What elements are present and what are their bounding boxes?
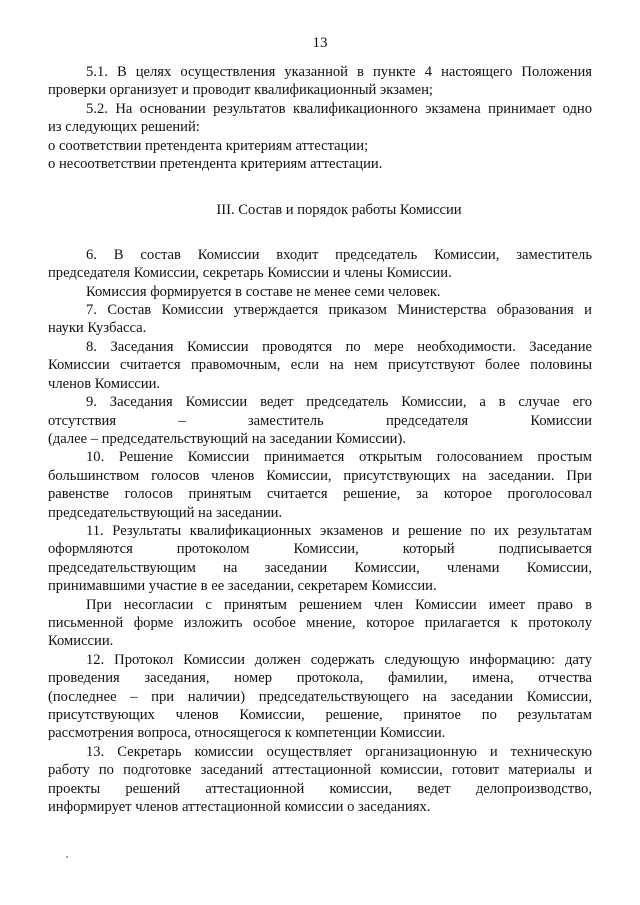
text-line: 6. В состав Комиссии входит председатель Комиссии, заместитель — [86, 246, 592, 263]
text-line: 9. Заседания Комиссии ведет председатель Комиссии, а в случае его — [86, 394, 592, 411]
text-line: из следующих решений: — [48, 119, 200, 136]
section-heading: III. Состав и порядок работы Комиссии — [216, 202, 462, 219]
text-line: 5.2. На основании результатов квалификационного экзамена принимает одно — [86, 100, 592, 117]
paragraph-11 — [48, 522, 592, 596]
text-line: рассмотрения вопроса, относящегося к компетенции Комиссии. — [48, 725, 446, 742]
text-line: письменной форме изложить особое мнение, которое прилагается к протоколу — [48, 614, 592, 631]
text-line: равенстве голосов принятым считается решение, за которое проголосовал — [48, 486, 592, 503]
text-line: проверки организует и проводит квалификационный экзамен; — [48, 82, 433, 99]
text-line: 7. Состав Комиссии утверждается приказом Министерства образования и — [86, 302, 592, 319]
text-line: Комиссии. — [48, 633, 114, 650]
scan-speck — [66, 856, 68, 858]
text-line: (далее – председательствующий на заседании Комиссии). — [48, 430, 407, 447]
paragraph-12 — [48, 651, 592, 743]
paragraph-6 — [48, 246, 592, 283]
text-line: отсутствия – заместитель председателя Комиссии — [48, 412, 592, 429]
text-line: большинством голосов членов Комиссии, присутствующих на заседании. При — [48, 467, 592, 484]
text-line: информирует членов аттестационной комиссии о заседаниях. — [48, 799, 431, 816]
text-line: 10. Решение Комиссии принимается открытым голосованием простым — [86, 449, 592, 466]
text-line: науки Кузбасса. — [48, 320, 147, 337]
text-line: принимавшими участие в ее заседании, секретарем Комиссии. — [48, 578, 437, 595]
decision-option-2 — [48, 155, 592, 173]
document-body — [48, 63, 592, 816]
paragraph-9 — [48, 393, 592, 448]
paragraph-13 — [48, 743, 592, 817]
text-line: проведения заседания, номер протокола, фамилии, имена, отчества — [48, 670, 592, 687]
paragraph-10 — [48, 448, 592, 522]
text-line: председателя Комиссии, секретарь Комиссии и члены Комиссии. — [48, 265, 452, 282]
page-number: 13 — [312, 35, 328, 51]
text-line: о несоответствии претендента критериям аттестации. — [48, 156, 383, 173]
paragraph-8 — [48, 338, 592, 393]
text-line: При несогласии с принятым решением член Комиссии имеет право в — [86, 596, 592, 613]
text-line: 5.1. В целях осуществления указанной в пункте 4 настоящего Положения — [86, 64, 592, 80]
text-line: проекты решений аттестационной комиссии, ведет делопроизводство, — [48, 780, 592, 797]
paragraph-5-1 — [48, 63, 592, 100]
text-line: 11. Результаты квалификационных экзаменов и решение по их результатам — [86, 522, 592, 539]
paragraph-6-commission-size — [86, 283, 592, 301]
text-line: 8. Заседания Комиссии проводятся по мере необходимости. Заседание — [86, 338, 592, 355]
text-line: председательствующим на заседании Комиссии, членами Комиссии, — [48, 559, 592, 576]
text-line: присутствующих членов Комиссии, решение, принятое по результатам — [48, 707, 592, 723]
text-line: членов Комиссии. — [48, 375, 161, 392]
decision-option-1 — [48, 137, 592, 155]
paragraph-11-dissent — [48, 596, 592, 651]
paragraph-7 — [48, 301, 592, 338]
text-line: работу по подготовке заседаний аттестационной комиссии, готовит материалы и — [48, 762, 592, 779]
text-line: о соответствии претендента критериям аттестации; — [48, 137, 369, 154]
text-line: 12. Протокол Комиссии должен содержать следующую информацию: дату — [86, 651, 592, 668]
paragraph-5-2 — [48, 100, 592, 137]
text-line: 13. Секретарь комиссии осуществляет организационную и техническую — [86, 743, 592, 760]
text-line: председательствующий на заседании. — [48, 504, 283, 521]
text-line: (последнее – при наличии) председательствующего на заседании Комиссии, — [48, 688, 592, 705]
text-line: Комиссии считается правомочным, если на нем присутствуют более половины — [48, 357, 592, 374]
text-line: Комиссия формируется в составе не менее семи человек. — [86, 283, 441, 300]
text-line: оформляются протоколом Комиссии, который подписывается — [48, 541, 592, 558]
